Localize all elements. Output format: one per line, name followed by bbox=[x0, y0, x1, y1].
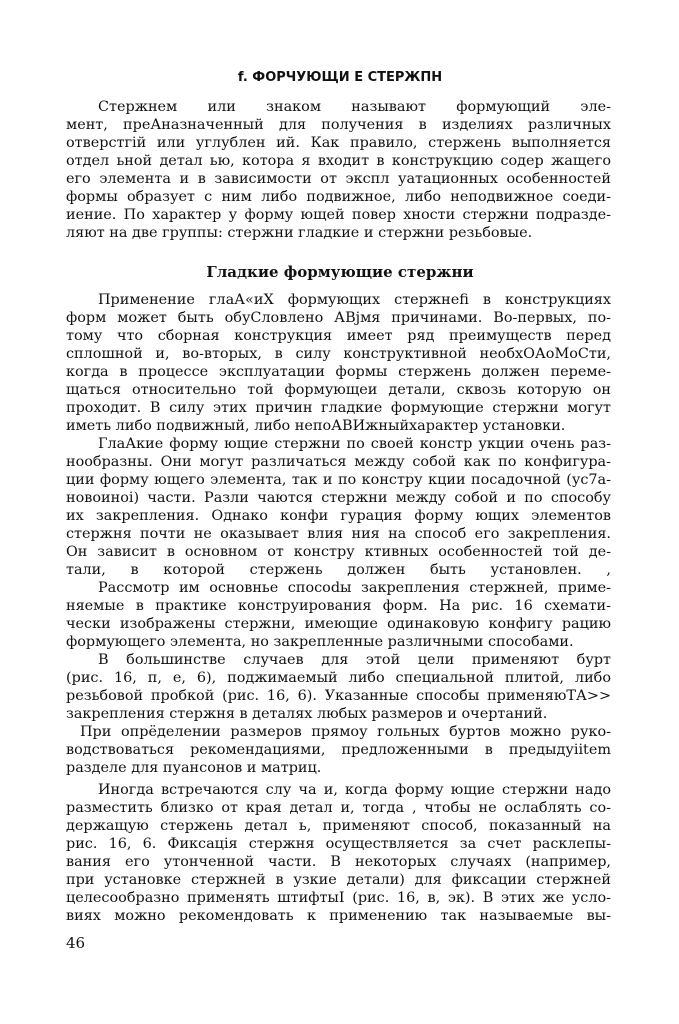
text-line: отдел ьной детал ью, котора я входит в конструкцию содер жащего bbox=[66, 153, 611, 169]
text-line: чески изображены стержни, имеющие одинаковую конфигу рацию bbox=[66, 616, 611, 632]
text-line: новоиноі) части. Разли чаются стержни между собой и по способу bbox=[66, 490, 611, 506]
text-line: Применение глаА«иХ формующих стержнеfi в конструкциях bbox=[98, 292, 611, 308]
text-line: при установке стержней в узкие детали) для фиксации стержней bbox=[66, 872, 611, 888]
text-line: тали, в которой стержень должен быть установлен. , bbox=[66, 562, 611, 578]
text-line: резьбовой пробкой (рис. 16, 6). Указанные способы применяюТА>> bbox=[66, 688, 611, 704]
text-line: няемые в практике конструирования форм. На рис. 16 схемати- bbox=[66, 598, 611, 614]
text-line: водствоваться рекомендациями, предложенными в предыдуiitem bbox=[66, 742, 611, 758]
text-line: когда в процессе эксплуатации формы стержень должен переме- bbox=[66, 364, 611, 380]
text-line: держащую стержень детал ь, применяют способ, показанный на bbox=[66, 818, 611, 834]
text-line: их закрепления. Однако конфи гурация форму ющих элементов bbox=[66, 508, 611, 524]
text-line: формующего элемента, но закрепленные различными способами. bbox=[66, 634, 574, 650]
text-line: щаться относительно той формующеи детали, сквозь которую он bbox=[66, 382, 611, 398]
text-line: его элемента и в зависимости от экспл уатационных особенностей bbox=[66, 171, 611, 187]
text-line: Стержнем или знаком называют формующий эле- bbox=[98, 99, 611, 115]
text-line: разместить близко от края детал и, тогда , чтобы не ослаблять со- bbox=[66, 800, 611, 816]
text-line: В большинстве случаев для этой цели применяют бурт bbox=[98, 652, 611, 668]
text-line: форм может быть обуСловлено АВjмя причинами. Во-первых, по- bbox=[66, 310, 611, 326]
text-line: ляют на две группы: стержни гладкие и стержни резьбовые. bbox=[66, 225, 533, 241]
text-line: тому что сборная конструкция имеет ряд преимуществ перед bbox=[66, 328, 611, 344]
text-line: ции форму ющего элемента, так и по констру кции посадочной (ус7а- bbox=[66, 472, 611, 488]
text-line: (рис. 16, п, е, 6), поджимаемый либо специальной плитой, либо bbox=[66, 670, 611, 686]
text-line: вания его утонченной части. В некоторых случаях (например, bbox=[66, 854, 611, 870]
text-line: Он зависит в основном от констру ктивных особенностей той де- bbox=[66, 544, 611, 560]
text-line: ГлаАкие форму ющие стержни по своей констр укции очень раз- bbox=[98, 436, 611, 452]
text-line: разделе для пуансонов и матриц. bbox=[66, 760, 322, 776]
text-line: проходит. В силу этих причин гладкие формующие стержни могут bbox=[66, 400, 611, 416]
text-line: виях можно рекомендовать к применению так называемые вы- bbox=[66, 908, 611, 924]
subsection-title: Гладкие формующие стержни bbox=[206, 263, 474, 281]
text-line: формы образует с ним либо подвижное, либо неподвижное соеди- bbox=[66, 189, 611, 205]
page-number: 46 bbox=[66, 934, 86, 952]
text-line: иметь либо подвижный, либо непоАВИжныйхарактер установки. bbox=[66, 418, 566, 434]
text-line: стержня почти не оказывает влия ния на способ его закрепления. bbox=[66, 526, 611, 542]
text-line: нообразны. Они могут различаться между собой как по конфигура- bbox=[66, 454, 611, 470]
section-title: f. ФОРЧУЮЩИ Е СТЕРЖПН bbox=[237, 70, 443, 85]
text-line: мент, преАназначенный для получения в изделиях различных bbox=[66, 117, 611, 133]
text-line: целесообразно применять штифтыI (рис. 16, в, эк). В этих же усло- bbox=[66, 890, 611, 906]
text-line: Иногда встречаются слу ча и, когда форму ющие стержни надо bbox=[98, 782, 611, 798]
text-line: Рассмотр им основнье спосоdы закрепления стержней, приме- bbox=[98, 580, 611, 596]
text-line: отверстгій или углублен ий. Как правило, стержень выполняется bbox=[66, 135, 611, 151]
text-line: закрепления стержня в деталях любых размеров и очертаний. bbox=[66, 706, 548, 722]
text-line: При опрёделении размеров прямоу гольных буртов можно руко- bbox=[80, 724, 611, 740]
text-line: рис. 16, 6. Фиксація стержня осуществляется за счет расклепы- bbox=[66, 836, 611, 852]
text-line: иение. По характер у форму ющей повер хности стержни подразде- bbox=[66, 207, 611, 223]
text-line: сплошной и, во-вторых, в силу конструктивной необхОАоМоСти, bbox=[66, 346, 611, 362]
